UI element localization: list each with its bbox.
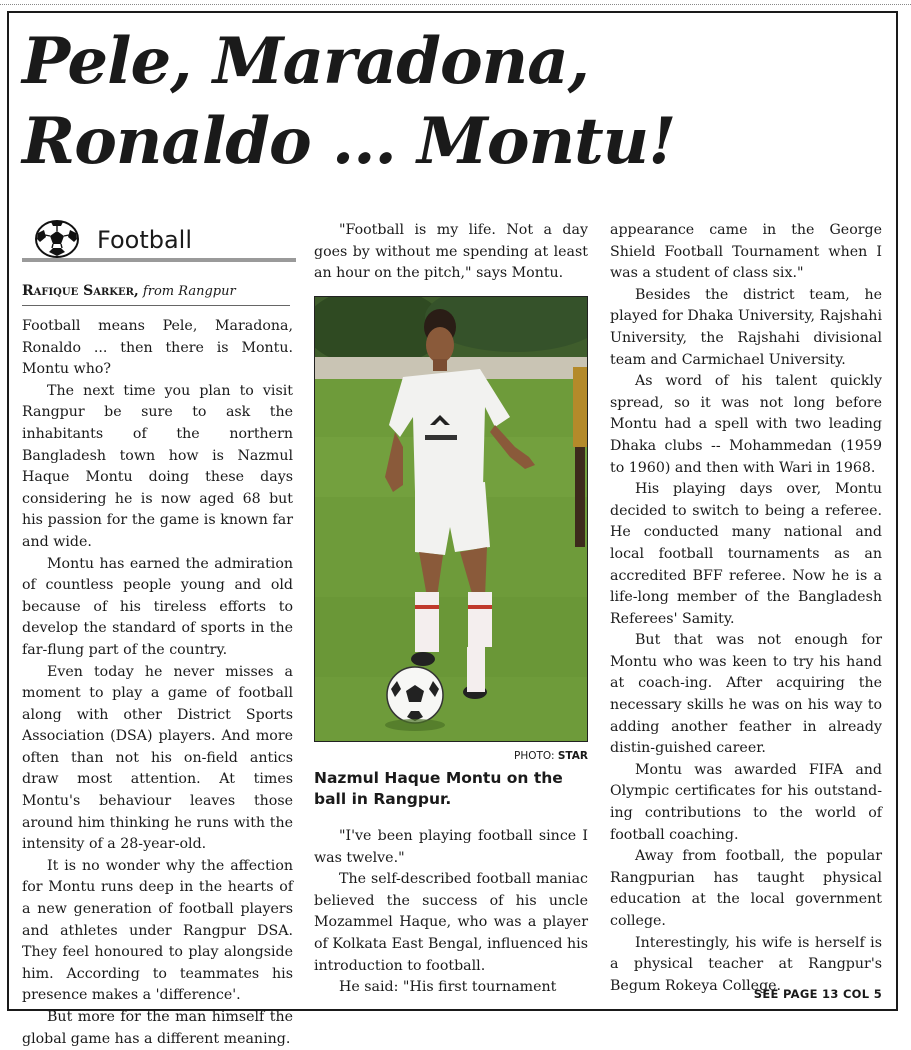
headline [22,22,882,182]
article-column-1 [22,316,293,1050]
article-column-2-bottom [314,826,588,999]
article-column-2-top [314,220,588,285]
paragraph: The self-described football maniac believed the success of his uncle Mozammel Haque, who was a player of Kolkata East Bengal, influenced his introduction to football. [314,871,588,974]
paragraph: It is no wonder why the affection for Montu runs deep in the hearts of a new generation of football players and athletes under Rangpur DSA. They feel honoured to play alongside him. According to teammates his presence makes a 'difference'. [22,857,293,1004]
paragraph: Montu has earned the admiration of countless people young and old because of his tireless efforts to develop the standard of sports in the far-flung part of the country. [22,555,293,658]
paragraph: Football means Pele, Maradona, Ronaldo ... then there is Montu. Montu who? [22,318,293,378]
paragraph: Away from football, the popular Rangpurian has taught physical education at the local government college. [610,848,882,929]
continuation-jump[interactable]: SEE PAGE 13 COL 5 [753,987,882,1001]
paragraph: The next time you plan to visit Rangpur be sure to ask the inhabitants of the northern Bangladesh town how is Nazmul Haque Montu doing these days considering he is now aged 68 but his passion for the game is known far and wide. [22,382,293,550]
paragraph: "Football is my life. Not a day goes by without me spending at least an hour on the pitch," says Montu. [314,222,588,282]
clipping-top-edge [0,0,911,5]
section-kicker [22,218,296,262]
paragraph: As word of his talent quickly spread, so it was not long before Montu had a spell with two leading Dhaka clubs -- Mohammedan (1959 to 1960) and then with Wari in 1968. [610,373,882,476]
photo-caption: Nazmul Haque Montu on the ball in Rangpur. [314,769,563,808]
author-location: from Rangpur [142,284,236,299]
football-icon [34,218,80,258]
article-photo [314,296,588,742]
headline-line-1: Pele, Maradona, [22,24,589,99]
paragraph: Montu was awarded FIFA and Olympic certificates for his outstand-ing contributions to the world of football coaching. [610,761,882,843]
paragraph: "I've been playing football since I was twelve." [314,828,588,866]
photo-credit [314,750,588,762]
paragraph: But that was not enough for Montu who was keen to try his hand at coach-ing. After acquiring the necessary skills he was on his way to adding another feather in already distin-guished career. [610,632,882,757]
article-column-3 [610,220,882,997]
paragraph: But more for the man himself the global game has a different meaning. [22,1009,293,1047]
headline-line-2: Ronaldo ... Montu! [22,104,676,179]
section-label: Football [97,226,193,254]
author-name: Rafique Sarker, [22,283,139,299]
paragraph: He said: "His first tournament [339,979,557,996]
photo-credit-source: STAR [557,750,588,762]
paragraph: His playing days over, Montu decided to switch to being a referee. He conducted many national and local football tournaments as an accredited BFF referee. Now he is a life-long member of the Bangladesh Referees' Samity. [610,481,882,627]
paragraph: Besides the district team, he played for Dhaka University, Rajshahi University, the Rajshahi divisional team and Carmichael University. [610,286,882,368]
kicker-rule [22,258,296,262]
paragraph: Even today he never misses a moment to play a game of football along with other District Sports Association (DSA) players. And more often than not his on-field antics draw most attention. At times Montu's behaviour leaves those around him thinking he runs with the intensity of a 28-year-old. [22,663,293,853]
photo-credit-prefix: PHOTO: [514,750,555,762]
paragraph: Interestingly, his wife is herself is a physical teacher at Rangpur's Begum Rokeya College. [610,934,882,994]
player-photo-illustration [315,297,587,741]
byline [22,283,290,306]
paragraph: appearance came in the George Shield Football Tournament when I was a student of class six." [610,222,882,282]
